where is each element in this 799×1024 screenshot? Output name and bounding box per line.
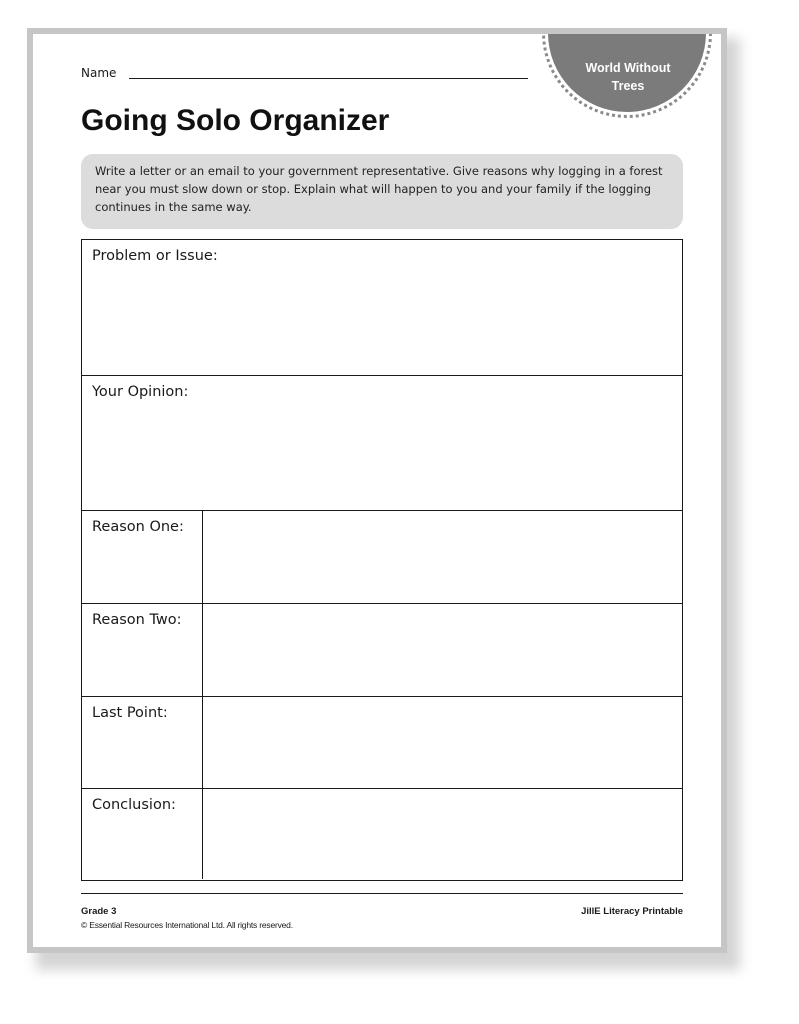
opinion-box[interactable] [82,375,682,510]
row-divider [202,789,203,879]
footer-rule [81,893,683,894]
opinion-label: Your Opinion: [92,384,189,400]
series-label: JillE Literacy Printable [581,906,683,917]
page-title: Going Solo Organizer [81,104,390,137]
grade-label: Grade 3 [81,906,117,917]
name-label: Name [81,66,117,80]
problem-label: Problem or Issue: [92,248,218,264]
row-divider [202,604,203,696]
row-divider [202,511,203,603]
conclusion-row [82,788,682,879]
last-point-label: Last Point: [92,705,168,721]
worksheet-page [27,28,727,953]
badge-line-1: World Without [585,61,671,75]
instructions-box: Write a letter or an email to your government representative. Give reasons why logging in a forest near you must slow down or stop. Explain what will happen to you and your family if the logging continues in the same way. [81,154,683,229]
reason-one-row [82,510,682,603]
reason-one-label: Reason One: [92,519,184,535]
row-divider [202,697,203,788]
organizer-table [81,239,683,881]
last-point-row [82,696,682,788]
reason-two-row [82,603,682,696]
badge-text [573,59,683,95]
name-field[interactable] [129,78,528,79]
conclusion-label: Conclusion: [92,797,176,813]
copyright-text: © Essential Resources International Ltd. All rights reserved. [81,920,293,930]
problem-box[interactable] [82,240,682,375]
conclusion-write-area[interactable] [204,789,682,879]
reason-two-label: Reason Two: [92,612,182,628]
reason-one-write-area[interactable] [204,511,682,603]
reason-two-write-area[interactable] [204,604,682,696]
badge-line-2: Trees [611,79,645,93]
last-point-write-area[interactable] [204,697,682,788]
